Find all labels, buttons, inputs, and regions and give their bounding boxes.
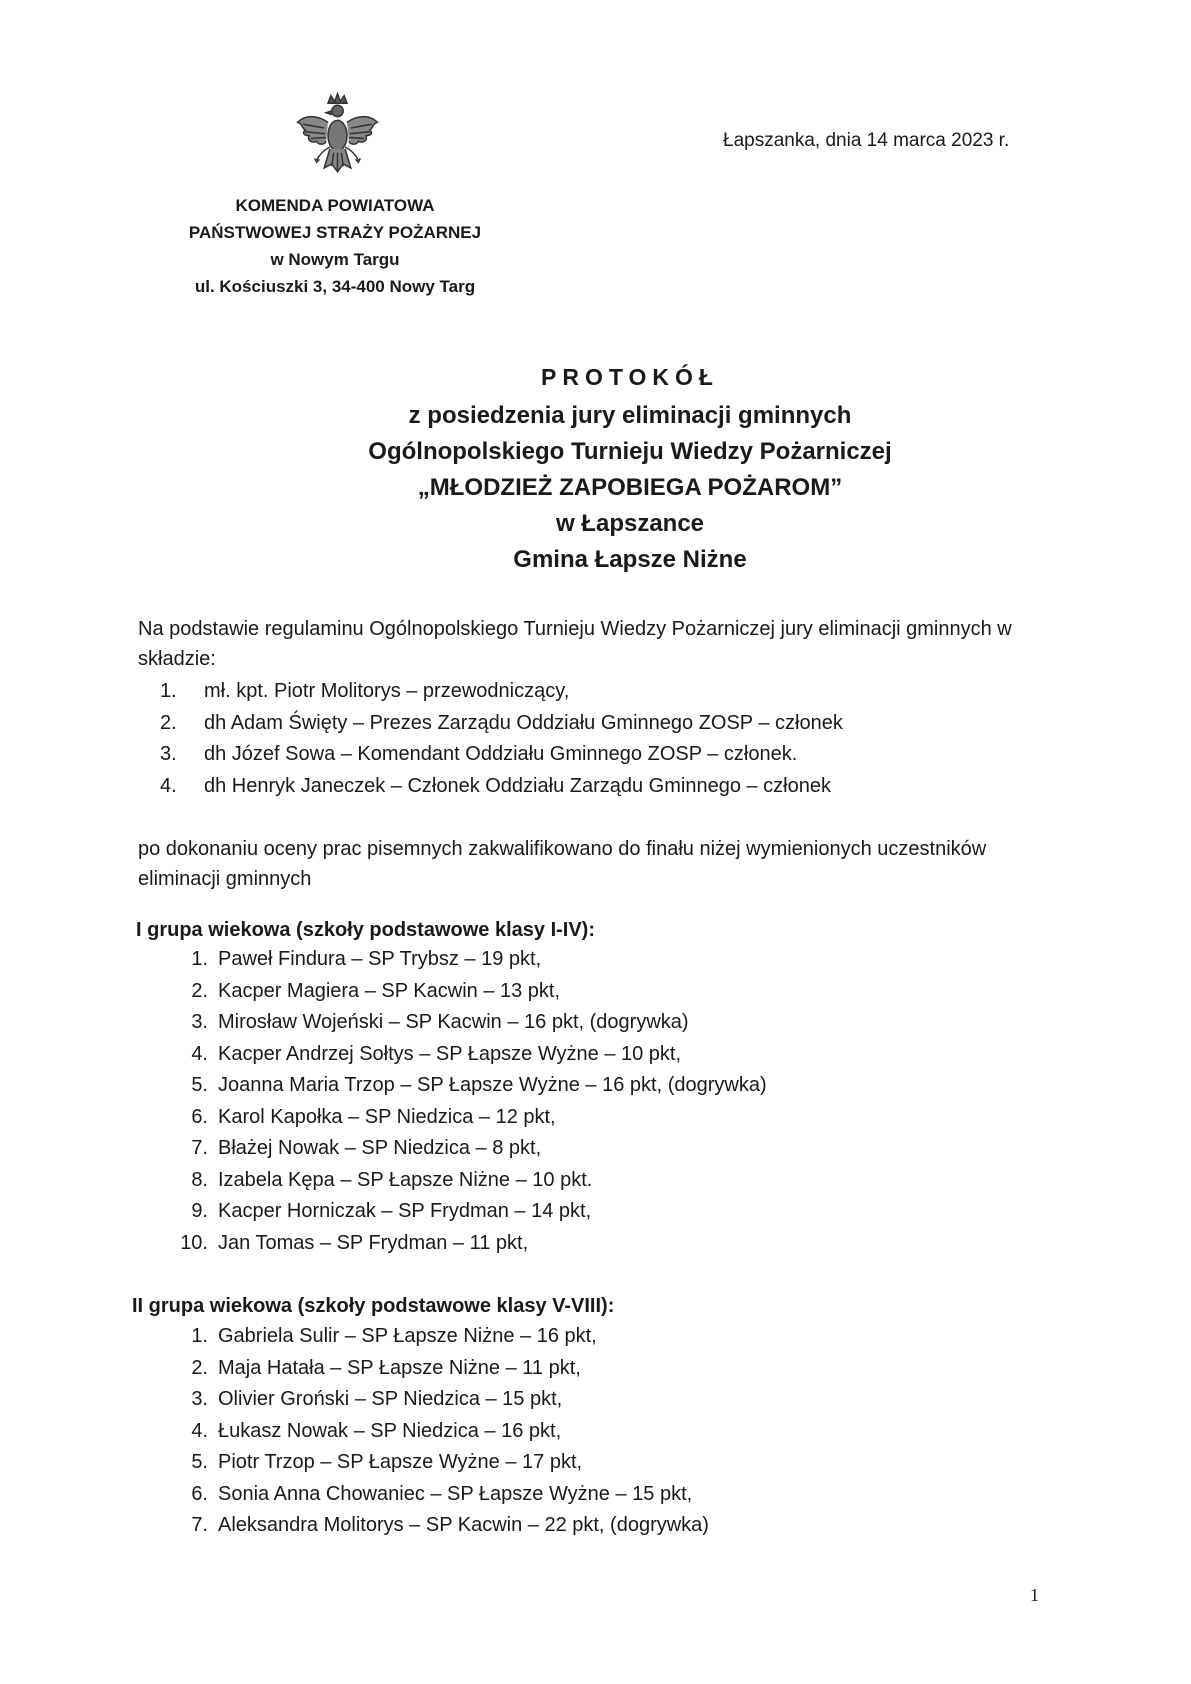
list-item <box>168 1039 767 1071</box>
list-item <box>168 1510 709 1542</box>
list-number: 6. <box>191 1482 208 1505</box>
list-number: 7. <box>191 1137 208 1159</box>
list-item <box>168 1353 709 1385</box>
list-number: 2. <box>191 1356 208 1379</box>
institution-line: PAŃSTWOWEJ STRAŻY POŻARNEJ <box>188 223 482 242</box>
list-text: Kacper Horniczak – SP Frydman – 14 pkt, <box>218 1200 592 1222</box>
list-number: 4. <box>191 1419 208 1442</box>
list-item <box>168 1133 767 1165</box>
list-number: 5. <box>191 1451 208 1473</box>
list-number: 1. <box>191 1325 208 1347</box>
list-item <box>168 1102 767 1134</box>
list-text: Izabela Kępa – SP Łapsze Niżne – 10 pkt. <box>218 1168 593 1191</box>
list-text: Joanna Maria Trzop – SP Łapsze Wyżne – 16 pkt, (dogrywka) <box>218 1074 767 1096</box>
list-item <box>168 1228 767 1260</box>
list-number: 4. <box>191 1042 208 1065</box>
group1-heading: I grupa wiekowa (szkoły podstawowe klasy I-IV): <box>136 919 596 941</box>
list-item <box>160 708 843 740</box>
list-item <box>168 1007 767 1039</box>
list-item <box>160 676 843 708</box>
polish-eagle-emblem-icon <box>290 90 385 185</box>
list-item <box>168 1070 767 1102</box>
title-line: Ogólnopolskiego Turnieju Wiedzy Pożarniczej <box>368 438 892 465</box>
list-number: 1. <box>191 948 208 970</box>
institution-line: w Nowym Targu <box>270 250 400 269</box>
list-text: Paweł Findura – SP Trybsz – 19 pkt, <box>218 948 542 970</box>
list-item <box>160 771 843 803</box>
list-item <box>168 1165 767 1197</box>
list-text: Łukasz Nowak – SP Niedzica – 16 pkt, <box>218 1419 562 1442</box>
list-item <box>168 1447 709 1479</box>
list-text: Gabriela Sulir – SP Łapsze Niżne – 16 pkt, <box>218 1325 597 1347</box>
title-main: PROTOKÓŁ <box>541 364 719 390</box>
list-text: dh Adam Święty – Prezes Zarządu Oddziału Gminnego ZOSP – członek <box>204 711 843 734</box>
document-title <box>280 360 980 578</box>
list-item <box>168 1196 767 1228</box>
list-item <box>168 944 767 976</box>
list-number: 2. <box>160 711 177 734</box>
list-number: 8. <box>191 1168 208 1191</box>
list-item <box>168 1479 709 1511</box>
intro-paragraph: Na podstawie regulaminu Ogólnopolskiego Turnieju Wiedzy Pożarniczej jury eliminacji gminnych w składzie: <box>138 618 1012 670</box>
list-text: dh Józef Sowa – Komendant Oddziału Gminnego ZOSP – członek. <box>204 743 798 765</box>
list-number: 3. <box>191 1388 208 1410</box>
committee-list <box>160 676 843 802</box>
list-text: Sonia Anna Chowaniec – SP Łapsze Wyżne – 15 pkt, <box>218 1482 693 1505</box>
list-number: 4. <box>160 774 177 797</box>
list-text: Mirosław Wojeński – SP Kacwin – 16 pkt, (dogrywka) <box>218 1011 689 1033</box>
list-item <box>168 1321 709 1353</box>
qualification-paragraph: po dokonaniu oceny prac pisemnych zakwalifikowano do finału niżej wymienionych uczestników eliminacji gminnych <box>138 838 987 890</box>
list-number: 9. <box>191 1200 208 1222</box>
document-date: Łapszanka, dnia 14 marca 2023 r. <box>723 130 1010 151</box>
list-number: 2. <box>191 979 208 1002</box>
list-text: Karol Kapołka – SP Niedzica – 12 pkt, <box>218 1105 556 1128</box>
list-item <box>160 739 843 771</box>
list-number: 1. <box>160 680 177 702</box>
list-item <box>168 1384 709 1416</box>
list-text: Jan Tomas – SP Frydman – 11 pkt, <box>218 1231 529 1254</box>
list-number: 10. <box>180 1231 208 1254</box>
group2-heading: II grupa wiekowa (szkoły podstawowe klasy V-VIII): <box>132 1295 615 1317</box>
page-number: 1 <box>1030 1585 1039 1605</box>
list-number: 3. <box>191 1011 208 1033</box>
title-line: z posiedzenia jury eliminacji gminnych <box>408 402 852 429</box>
list-text: Kacper Magiera – SP Kacwin – 13 pkt, <box>218 979 561 1002</box>
list-text: Piotr Trzop – SP Łapsze Wyżne – 17 pkt, <box>218 1451 583 1473</box>
list-text: Kacper Andrzej Sołtys – SP Łapsze Wyżne – 10 pkt, <box>218 1042 682 1065</box>
institution-line: ul. Kościuszki 3, 34-400 Nowy Targ <box>194 277 476 296</box>
list-number: 3. <box>160 743 177 765</box>
title-line: „MŁODZIEŻ ZAPOBIEGA POŻAROM” <box>417 474 843 501</box>
list-item <box>168 1416 709 1448</box>
list-text: mł. kpt. Piotr Molitorys – przewodniczący, <box>204 680 570 702</box>
list-number: 7. <box>191 1514 208 1536</box>
group1-list <box>168 944 767 1259</box>
list-text: Aleksandra Molitorys – SP Kacwin – 22 pkt, (dogrywka) <box>218 1514 709 1536</box>
list-text: Olivier Groński – SP Niedzica – 15 pkt, <box>218 1388 563 1410</box>
institution-header <box>150 192 520 300</box>
list-text: Maja Hatała – SP Łapsze Niżne – 11 pkt, <box>218 1356 581 1379</box>
title-line: Gmina Łapsze Niżne <box>513 546 747 573</box>
list-number: 6. <box>191 1105 208 1128</box>
list-number: 5. <box>191 1074 208 1096</box>
list-text: dh Henryk Janeczek – Członek Oddziału Zarządu Gminnego – członek <box>204 774 831 797</box>
title-line: w Łapszance <box>555 510 705 537</box>
institution-line: KOMENDA POWIATOWA <box>235 196 435 215</box>
group2-list <box>168 1321 709 1542</box>
list-text: Błażej Nowak – SP Niedzica – 8 pkt, <box>218 1137 542 1159</box>
list-item <box>168 976 767 1008</box>
